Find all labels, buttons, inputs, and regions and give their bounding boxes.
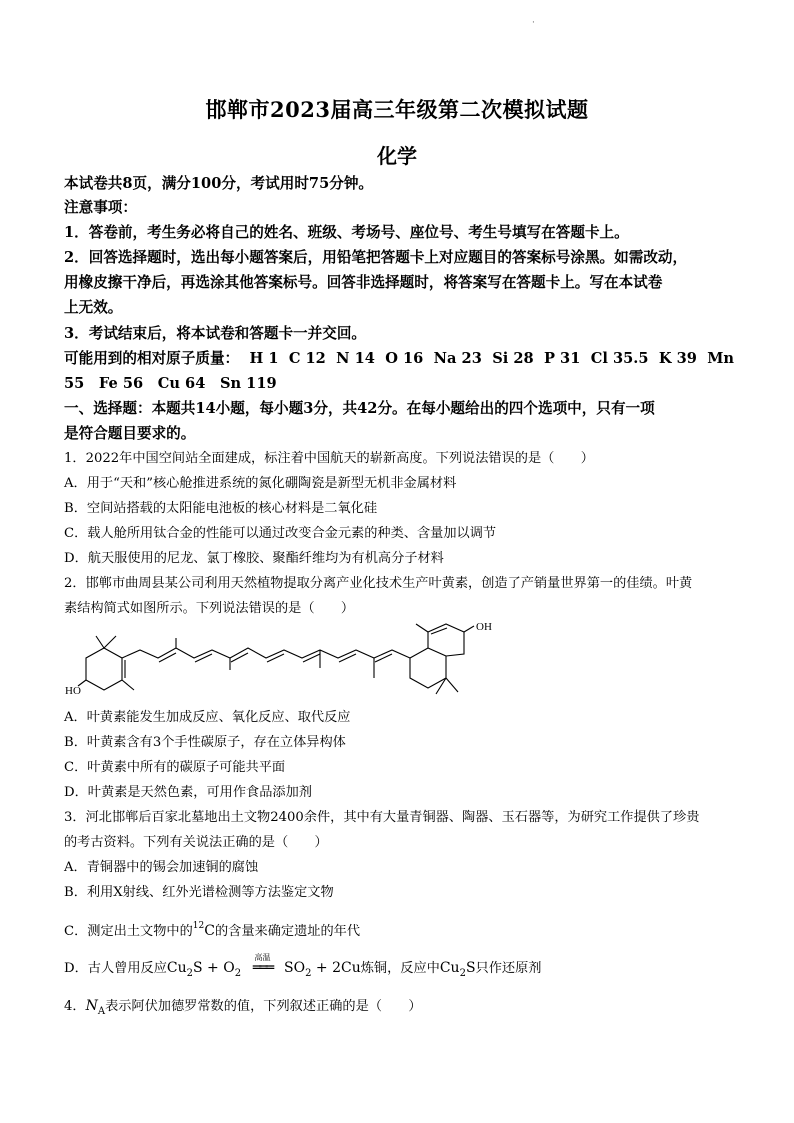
notice-item-1: 1．答卷前，考生务必将自己的姓名、班级、考场号、座位号、考生号填写在答题卡上。 xyxy=(64,224,629,241)
atomic-mass-item: H 1 xyxy=(249,350,279,367)
q1-option-b: B．空间站搭载的太阳能电池板的核心材料是二氧化硅 xyxy=(64,501,378,516)
q2-option-b: B．叶黄素含有3个手性碳原子，存在立体异构体 xyxy=(64,735,346,750)
q1-option-a: A．用于“天和”核心舱推进系统的氮化硼陶瓷是新型无机非金属材料 xyxy=(64,476,457,491)
atomic-mass-item: O 16 xyxy=(385,350,424,367)
atomic-mass-item: Na 23 xyxy=(433,350,482,367)
isotope-element: C xyxy=(204,923,215,939)
notice-item-2a: 2．回答选择题时，选出每小题答案后，用铅笔把答题卡上对应题目的答案标号涂黑。如需改动， xyxy=(64,249,688,266)
lutein-structure xyxy=(62,618,502,704)
atomic-mass-item: Si 28 xyxy=(492,350,534,367)
q3-option-a: A．青铜器中的锡会加速铜的腐蚀 xyxy=(64,860,259,875)
notice-item-3: 3．考试结束后，将本试卷和答题卡一并交回。 xyxy=(64,325,367,342)
reaction-condition: 高温 xyxy=(254,953,271,962)
atomic-mass-item: C 12 xyxy=(288,350,326,367)
reaction-equation: $Cu_2S + O_2$ 高温 ═══ $SO_2 + 2Cu$ xyxy=(167,960,361,976)
q2-stem-b: 素结构简式如图所示。下列说法错误的是（ ） xyxy=(64,601,355,616)
atomic-mass-row-2: 55 Fe 56 Cu 64 Sn 119 xyxy=(64,375,277,392)
q3-option-c: C．测定出土文物中的$^{12}$C的含量来确定遗址的年代 xyxy=(64,921,361,939)
reductant-formula: $Cu_2S$ xyxy=(439,960,476,979)
atomic-mass-row-1 xyxy=(64,347,734,371)
ho-label: HO xyxy=(65,685,81,697)
avogadro-symbol: N xyxy=(85,998,98,1014)
q4-stem: 4．$N_A$表示阿伏加德罗常数的值，下列叙述正确的是（ ） xyxy=(64,998,422,1017)
section-heading-b: 是符合题目要求的。 xyxy=(64,425,196,442)
q3-stem-a: 3．河北邯郸后百家北墓地出土文物2400余件，其中有大量青铜器、陶器、玉石器等，为研究工作提供了珍贵 xyxy=(64,810,700,825)
page-title: 邯郸市2023届高三年级第二次模拟试题 xyxy=(205,97,589,122)
q3-option-b: B．利用X射线、红外光谱检测等方法鉴定文物 xyxy=(64,885,334,900)
oh-label: OH xyxy=(476,621,492,633)
q3-option-d: D．古人曾用反应$Cu_2S + O_2$ 高温 ═══ $SO_2 + 2Cu$炼铜，反应中$Cu_2S$只作还原剂 xyxy=(64,956,734,980)
isotope-mass-number: 12 xyxy=(192,921,205,931)
q1-stem: 1．2022年中国空间站全面建成，标注着中国航天的崭新高度。下列说法错误的是（ ） xyxy=(64,451,594,466)
q2-option-c: C．叶黄素中所有的碳原子可能共平面 xyxy=(64,760,286,775)
q2-stem-a: 2．邯郸市曲周县某公司利用天然植物提取分离产业化技术生产叶黄素，创造了产销量世界第一的佳绩。叶黄 xyxy=(64,576,693,591)
atomic-mass-item: P 31 xyxy=(544,350,581,367)
q2-option-d: D．叶黄素是天然色素，可用作食品添加剂 xyxy=(64,785,312,800)
subject-title: 化学 xyxy=(377,144,417,168)
scan-mark: · xyxy=(532,18,535,28)
atomic-mass-item: N 14 xyxy=(336,350,375,367)
instruction-line-1: 本试卷共8页，满分100分，考试用时75分钟。 xyxy=(64,175,374,192)
notice-item-2c: 上无效。 xyxy=(64,299,123,316)
notice-item-2b: 用橡皮擦干净后，再选涂其他答案标号。回答非选择题时，将答案写在答题卡上。写在本试卷 xyxy=(64,274,663,291)
atomic-mass-label: 可能用到的相对原子质量： xyxy=(64,350,240,367)
section-heading-a: 一、选择题：本题共14小题，每小题3分，共42分。在每小题给出的四个选项中，只有一项 xyxy=(64,400,655,417)
q3-stem-b: 的考古资料。下列有关说法正确的是（ ） xyxy=(64,835,328,850)
q1-option-c: C．载人舱所用钛合金的性能可以通过改变合金元素的种类、含量加以调节 xyxy=(64,526,497,541)
notice-heading: 注意事项： xyxy=(64,199,137,216)
atomic-mass-item: K 39 xyxy=(658,350,697,367)
atomic-mass-item: Cl 35.5 xyxy=(590,350,649,367)
q2-option-a: A．叶黄素能发生加成反应、氧化反应、取代反应 xyxy=(64,710,351,725)
atomic-mass-item: Mn xyxy=(707,350,734,367)
q1-option-d: D．航天服使用的尼龙、氯丁橡胶、聚酯纤维均为有机高分子材料 xyxy=(64,551,444,566)
